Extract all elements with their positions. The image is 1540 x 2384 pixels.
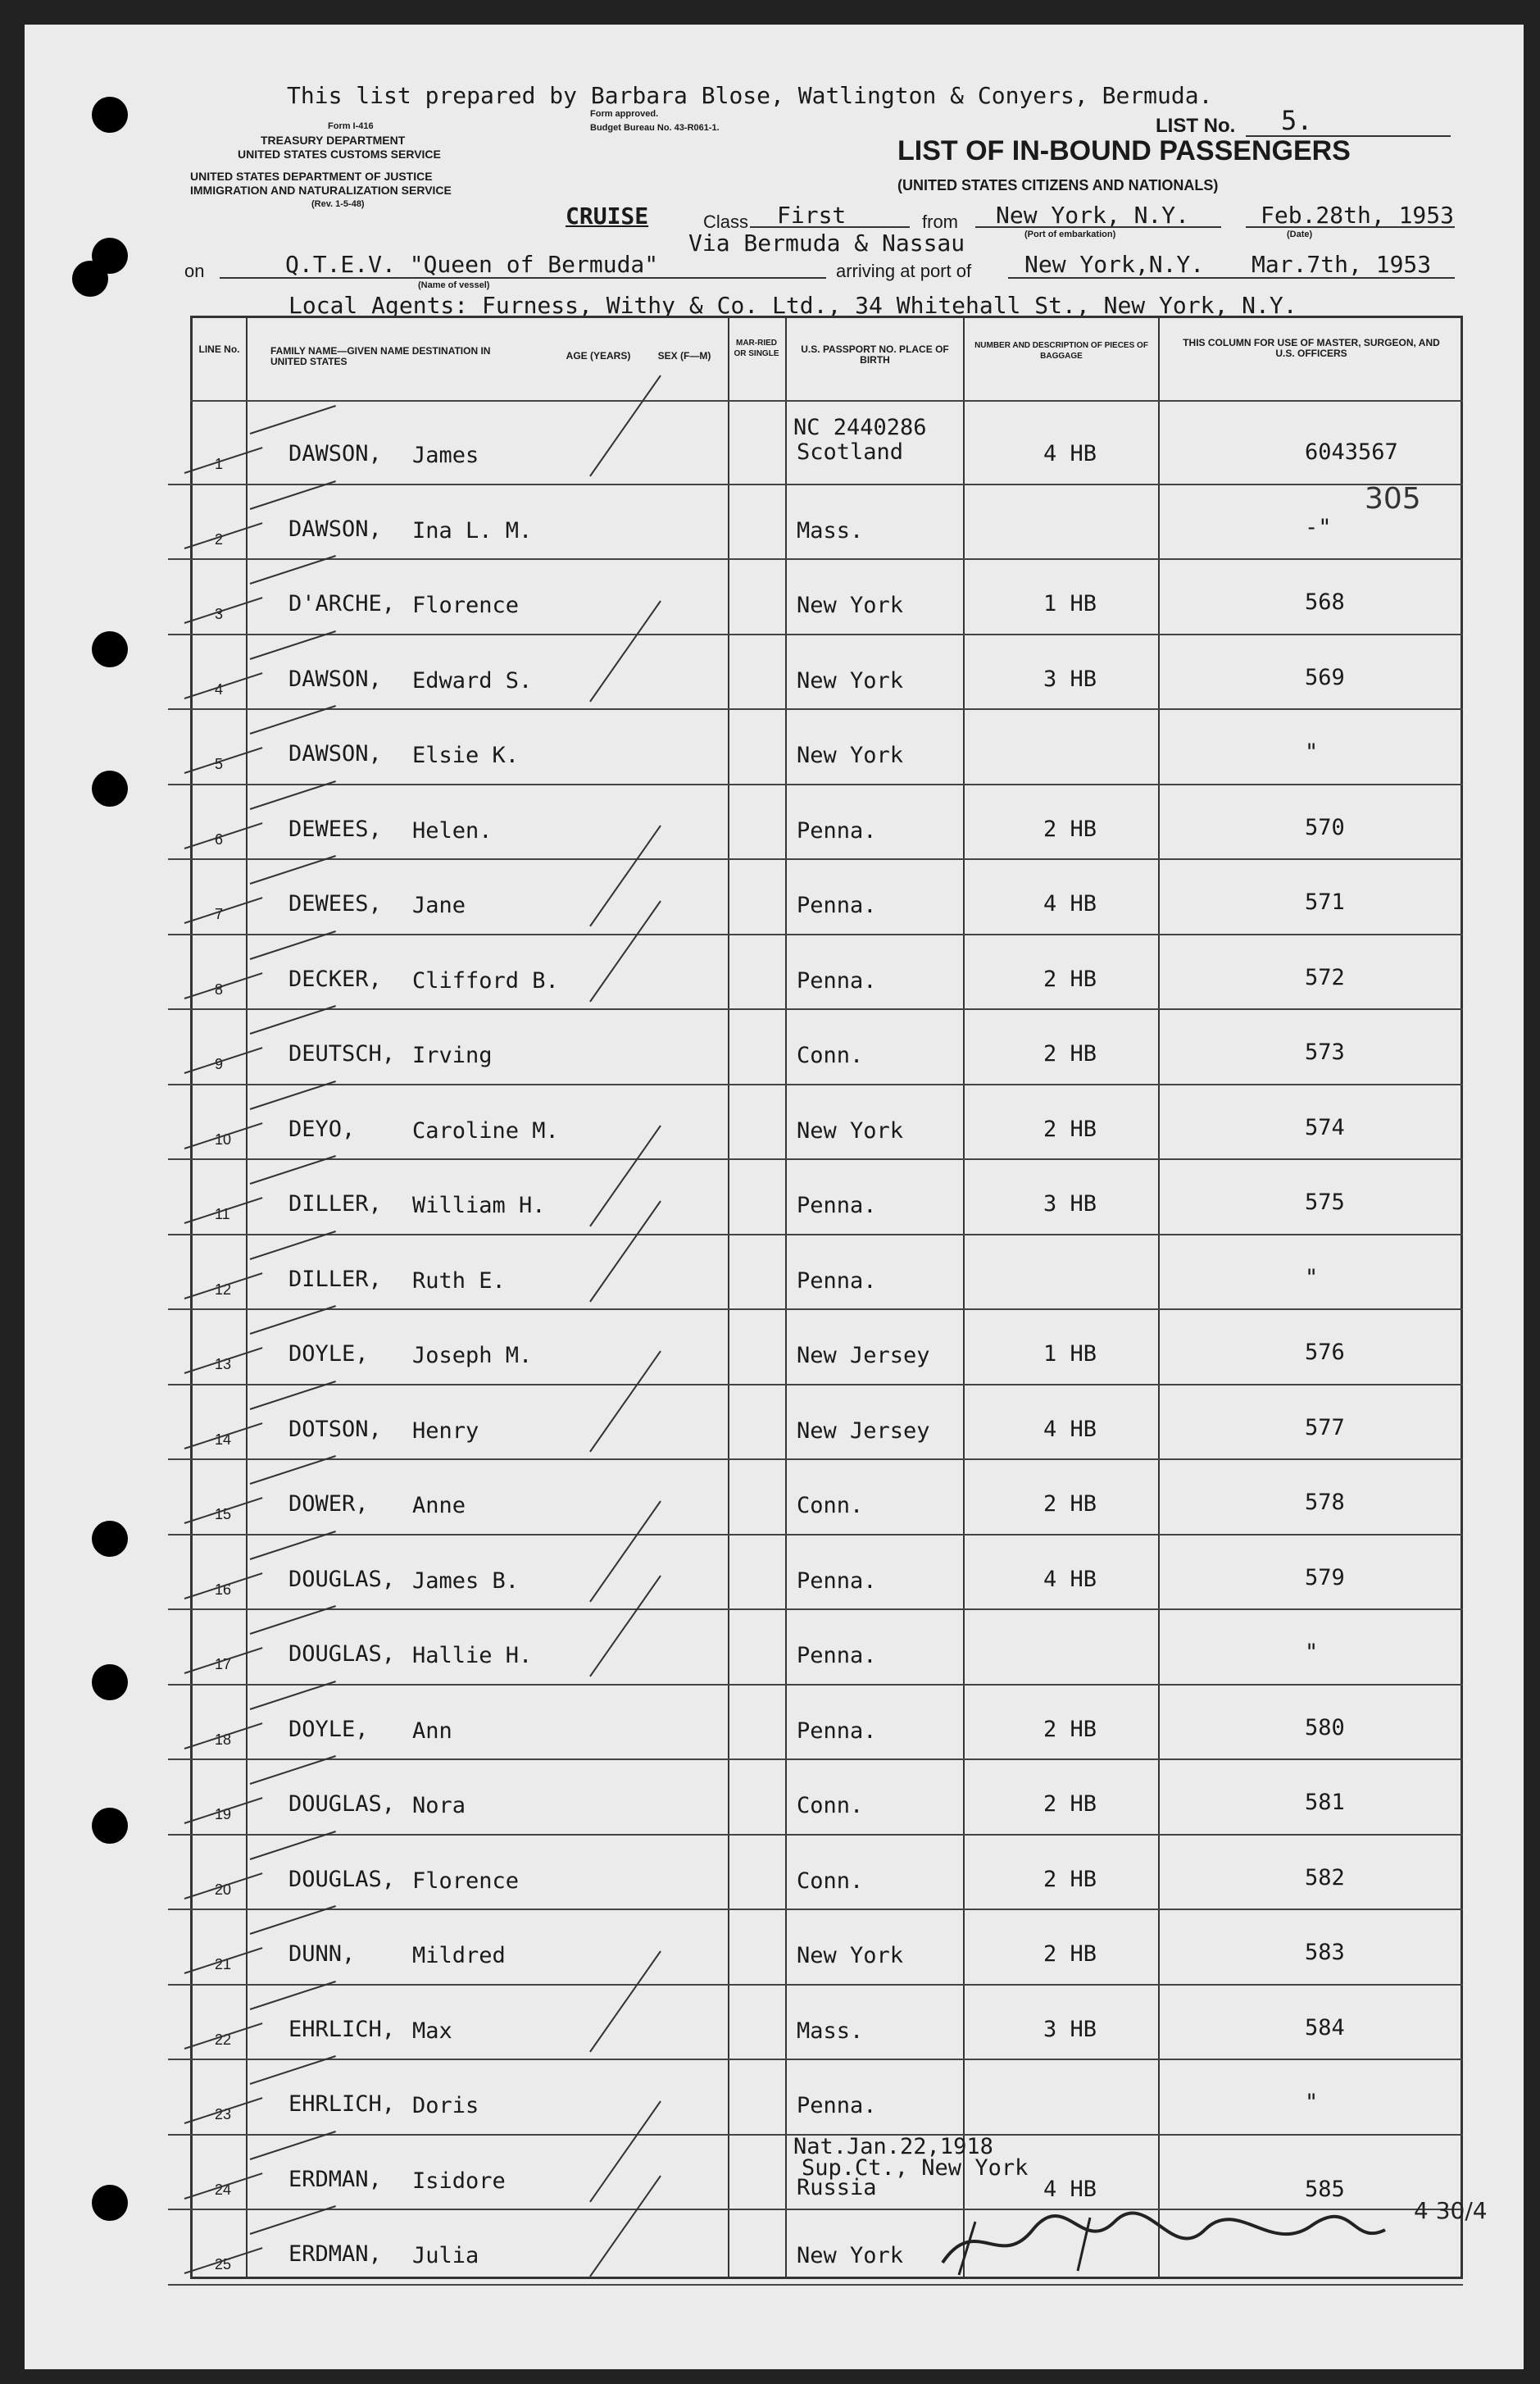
form-approved: Form approved.	[590, 109, 659, 119]
punch-hole	[92, 97, 128, 133]
baggage-count: 2 HB	[1043, 1716, 1097, 1742]
date-note: (Date)	[1287, 230, 1313, 239]
col-baggage: NUMBER AND DESCRIPTION OF PIECES OF BAGGAGE	[974, 341, 1148, 361]
place-of-birth: New York	[797, 1117, 904, 1144]
passenger-surname: DEWEES,	[288, 816, 382, 842]
class-value: First	[777, 202, 847, 229]
line-number: 15	[215, 1506, 232, 1522]
check-mark	[250, 930, 336, 960]
table-row	[0, 1534, 1540, 1609]
officer-number: "	[1305, 739, 1319, 765]
passenger-surname: DAWSON,	[288, 741, 382, 767]
line-number: 16	[215, 1581, 232, 1598]
place-of-birth: Conn.	[797, 1493, 864, 1518]
place-of-birth: Mass.	[797, 2018, 864, 2044]
check-mark	[184, 972, 263, 999]
officer-number: 576	[1305, 1340, 1345, 1365]
row-divider	[168, 2284, 1463, 2286]
officer-number: 579	[1305, 1564, 1345, 1590]
passenger-given-name: Max	[412, 2018, 452, 2044]
check-mark	[184, 522, 263, 549]
place-of-birth: Penna.	[797, 2093, 877, 2118]
place-of-birth: New York	[797, 2243, 904, 2268]
officer-number: 575	[1305, 1190, 1345, 1215]
revision-note: (Rev. 1-5-48)	[311, 199, 365, 209]
place-of-birth: Mass.	[797, 517, 864, 544]
header-divider	[190, 400, 1463, 402]
table-row	[0, 634, 1540, 709]
col-sex: SEX (F—M)	[657, 350, 711, 362]
officer-signature	[926, 2197, 1401, 2279]
dept-treasury: TREASURY DEPARTMENT	[261, 134, 406, 147]
officer-number: "	[1305, 1640, 1319, 1665]
check-mark	[250, 1981, 336, 2010]
officer-number: 574	[1305, 1114, 1345, 1140]
place-of-birth: New Jersey	[797, 1343, 930, 1368]
naturalization-court: Sup.Ct., New York	[802, 2154, 1029, 2181]
passenger-given-name: Caroline M.	[412, 1117, 559, 1144]
table-row	[0, 1608, 1540, 1684]
table-row	[0, 2059, 1540, 2134]
line-number: 2	[215, 530, 224, 548]
officer-number: 568	[1305, 589, 1345, 615]
passenger-given-name: Irving	[412, 1043, 493, 1068]
officer-number: 572	[1305, 964, 1345, 990]
passenger-given-name: Doris	[412, 2093, 479, 2118]
check-mark	[184, 447, 263, 474]
handwritten-305: 305	[1365, 482, 1421, 516]
table-row	[0, 1834, 1540, 1909]
check-mark	[184, 747, 263, 774]
check-mark	[250, 1905, 336, 1935]
dept-immigration: IMMIGRATION AND NATURALIZATION SERVICE	[190, 184, 452, 197]
baggage-count: 2 HB	[1043, 1041, 1097, 1067]
line-number: 3	[215, 606, 224, 622]
line-number: 1	[215, 456, 224, 472]
budget-bureau: Budget Bureau No. 43-R061-1.	[590, 123, 720, 133]
passenger-given-name: James B.	[412, 1567, 520, 1594]
check-mark	[184, 822, 263, 849]
vessel-note: (Name of vessel)	[418, 280, 490, 290]
line-number: 23	[215, 2106, 232, 2122]
passenger-surname: DOWER,	[288, 1491, 369, 1517]
check-mark	[250, 1155, 336, 1185]
officer-number: 581	[1305, 1790, 1345, 1815]
place-of-birth: Scotland	[797, 439, 904, 465]
passenger-surname: DUNN,	[288, 1941, 356, 1967]
table-row	[0, 1984, 1540, 2059]
passenger-given-name: Florence	[412, 1868, 520, 1894]
place-of-birth: New York	[797, 743, 904, 768]
cruise-label: CRUISE	[566, 202, 649, 230]
passenger-given-name: Edward S.	[412, 667, 533, 694]
check-mark	[250, 2131, 336, 2160]
check-mark	[250, 405, 336, 434]
col-officer: THIS COLUMN FOR USE OF MASTER, SURGEON, AND U.S. OFFICERS	[1183, 337, 1440, 359]
col-married: MAR-RIED OR SINGLE	[734, 339, 779, 358]
col-age: AGE (YEARS)	[566, 350, 631, 362]
baggage-count: 4 HB	[1043, 891, 1097, 917]
place-of-birth: Penna.	[797, 967, 877, 994]
check-mark	[250, 1305, 336, 1335]
table-row	[0, 1909, 1540, 1984]
baggage-count: 1 HB	[1043, 1341, 1097, 1367]
baggage-count: 3 HB	[1043, 1191, 1097, 1217]
check-mark	[250, 1455, 336, 1485]
line-number: 17	[215, 1656, 232, 1672]
place-of-birth: New York	[797, 1943, 904, 1968]
passenger-surname: DAWSON,	[288, 516, 382, 542]
line-number: 20	[215, 1881, 232, 1898]
table-row	[0, 484, 1540, 559]
check-mark	[250, 630, 336, 660]
passenger-given-name: Joseph M.	[412, 1343, 533, 1368]
passenger-surname: DOUGLAS,	[288, 1791, 396, 1817]
line-number: 18	[215, 1731, 232, 1748]
passenger-given-name: William H.	[412, 1193, 546, 1218]
passenger-given-name: Jane	[412, 893, 466, 918]
line-number: 21	[215, 1956, 232, 1972]
via-route: Via Bermuda & Nassau	[688, 230, 965, 257]
table-row	[0, 1008, 1540, 1084]
place-of-birth: Penna.	[797, 1643, 877, 1668]
passenger-surname: DOUGLAS,	[288, 1566, 396, 1592]
from-label: from	[922, 212, 958, 232]
officer-number: 582	[1305, 1864, 1345, 1890]
prepared-by-note: This list prepared by Barbara Blose, Watlington & Conyers, Bermuda.	[287, 82, 1213, 109]
passport-number: NC 2440286	[793, 415, 927, 440]
officer-number: 571	[1305, 889, 1345, 915]
passenger-given-name: Nora	[412, 1793, 466, 1818]
passenger-given-name: Ruth E.	[412, 1267, 506, 1294]
table-row	[0, 1684, 1540, 1759]
officer-number: 577	[1305, 1414, 1345, 1440]
passenger-surname: DOTSON,	[288, 1416, 382, 1442]
passenger-surname: D'ARCHE,	[288, 591, 396, 616]
officer-number: -"	[1305, 514, 1332, 540]
baggage-count: 3 HB	[1043, 2016, 1097, 2042]
place-of-birth: Conn.	[797, 1868, 864, 1894]
officer-number: 573	[1305, 1040, 1345, 1065]
list-number: 5.	[1281, 105, 1313, 136]
place-of-birth: Penna.	[797, 817, 877, 844]
passenger-surname: DECKER,	[288, 966, 382, 992]
check-mark	[184, 672, 263, 699]
col-passport: U.S. PASSPORT NO. PLACE OF BIRTH	[801, 343, 949, 366]
baggage-count: 4 HB	[1043, 441, 1097, 466]
on-label: on	[184, 261, 205, 281]
dept-customs: UNITED STATES CUSTOMS SERVICE	[238, 148, 441, 161]
arrival-port: New York,N.Y.	[1024, 251, 1205, 278]
officer-number: "	[1305, 1264, 1319, 1290]
baggage-count: 2 HB	[1043, 1791, 1097, 1817]
officer-number: 570	[1305, 814, 1345, 840]
place-of-birth: Conn.	[797, 1793, 864, 1818]
passenger-given-name: Ann	[412, 1717, 452, 1744]
line-number: 25	[215, 2256, 232, 2273]
check-mark	[250, 1081, 336, 1110]
table-row	[0, 1384, 1540, 1459]
port-note: (Port of embarkation)	[1024, 230, 1116, 239]
passenger-surname: DEWEES,	[288, 891, 382, 917]
table-row	[0, 1458, 1540, 1534]
passenger-given-name: Henry	[412, 1417, 479, 1444]
passenger-surname: EHRLICH,	[288, 2091, 396, 2117]
line-number: 13	[215, 1356, 232, 1372]
place-of-birth: New York	[797, 593, 904, 618]
line-number: 8	[215, 980, 224, 998]
passenger-surname: DOUGLAS,	[288, 1641, 396, 1667]
passenger-surname: DILLER,	[288, 1191, 382, 1217]
line-number: 10	[215, 1131, 232, 1148]
line-number: 19	[215, 1806, 232, 1822]
vessel-underline	[220, 277, 826, 279]
passenger-given-name: Isidore	[412, 2168, 506, 2194]
class-underline	[750, 226, 910, 228]
passenger-given-name: Clifford B.	[412, 967, 559, 994]
table-row	[0, 1084, 1540, 1159]
line-number: 5	[215, 756, 224, 772]
check-mark	[184, 897, 263, 924]
table-row	[0, 858, 1540, 934]
officer-number: 585	[1305, 2176, 1345, 2202]
form-title: LIST OF IN-BOUND PASSENGERS	[897, 135, 1351, 166]
col-name: FAMILY NAME—GIVEN NAME DESTINATION IN UNITED STATES	[270, 345, 491, 367]
embarkation-date: Feb.28th, 1953	[1261, 202, 1455, 229]
arrival-date: Mar.7th, 1953	[1252, 251, 1432, 278]
passenger-surname: DAWSON,	[288, 441, 382, 466]
baggage-count: 4 HB	[1043, 1566, 1097, 1592]
baggage-count: 4 HB	[1043, 1416, 1097, 1442]
line-number: 7	[215, 906, 224, 922]
line-number: 4	[215, 680, 224, 698]
passenger-given-name: Helen.	[412, 817, 493, 844]
check-mark	[250, 1005, 336, 1035]
line-number: 6	[215, 830, 224, 848]
passenger-surname: DILLER,	[288, 1266, 382, 1292]
dept-justice: UNITED STATES DEPARTMENT OF JUSTICE	[190, 170, 433, 183]
place-of-birth: Penna.	[797, 893, 877, 918]
baggage-count: 3 HB	[1043, 666, 1097, 692]
check-mark	[250, 780, 336, 810]
baggage-count: 4 HB	[1043, 2176, 1097, 2202]
line-number: 11	[215, 1206, 230, 1222]
punch-hole	[72, 261, 108, 297]
line-number: 22	[215, 2031, 232, 2048]
check-mark	[250, 1831, 336, 1860]
passenger-surname: ERDMAN,	[288, 2166, 382, 2192]
place-of-birth: Conn.	[797, 1043, 864, 1068]
col-line-no: LINE No.	[198, 343, 240, 355]
check-mark	[184, 597, 263, 624]
baggage-count: 2 HB	[1043, 816, 1097, 842]
passenger-given-name: Anne	[412, 1493, 466, 1518]
check-mark	[250, 705, 336, 735]
table-row	[0, 1158, 1540, 1234]
check-mark	[250, 855, 336, 885]
passenger-given-name: Mildred	[412, 1943, 506, 1968]
line-number: 14	[215, 1431, 232, 1448]
baggage-count: 2 HB	[1043, 1866, 1097, 1892]
baggage-count: 2 HB	[1043, 1941, 1097, 1967]
table-row	[0, 408, 1540, 484]
local-agents: Local Agents: Furness, Withy & Co. Ltd., 34 Whitehall St., New York, N.Y.	[288, 292, 1297, 319]
officer-number: 583	[1305, 1940, 1345, 1965]
table-row	[0, 558, 1540, 634]
vessel-name: Q.T.E.V. "Queen of Bermuda"	[285, 251, 659, 278]
passenger-surname: DOYLE,	[288, 1716, 369, 1742]
passenger-surname: ERDMAN,	[288, 2241, 382, 2267]
place-of-birth: Penna.	[797, 1567, 877, 1594]
passenger-surname: DEYO,	[288, 1116, 356, 1142]
check-mark	[250, 2205, 336, 2235]
check-mark	[250, 2055, 336, 2085]
check-mark	[250, 1681, 336, 1710]
check-mark	[250, 555, 336, 585]
form-number: Form I-416	[328, 121, 374, 131]
table-row	[0, 1758, 1540, 1834]
place-of-birth: Penna.	[797, 1193, 877, 1218]
arriving-label: arriving at port of	[836, 261, 972, 281]
officer-number: 6043567	[1305, 439, 1398, 465]
passenger-given-name: Julia	[412, 2243, 479, 2268]
class-label: Class	[703, 212, 749, 232]
passenger-surname: DOUGLAS,	[288, 1866, 396, 1892]
passenger-given-name: Hallie H.	[412, 1643, 533, 1668]
footer-annotation: 4 30/4	[1414, 2197, 1488, 2224]
check-mark	[184, 1047, 263, 1074]
check-mark	[250, 480, 336, 510]
place-of-birth: Penna.	[797, 1267, 877, 1294]
table-row	[0, 1234, 1540, 1309]
passenger-surname: DAWSON,	[288, 666, 382, 692]
baggage-count: 2 HB	[1043, 1116, 1097, 1142]
check-mark	[250, 1231, 336, 1260]
baggage-count: 2 HB	[1043, 966, 1097, 992]
officer-number: 569	[1305, 664, 1345, 690]
officer-number: "	[1305, 2090, 1319, 2115]
passenger-surname: DEUTSCH,	[288, 1041, 396, 1067]
check-mark	[250, 1531, 336, 1560]
line-number: 24	[215, 2181, 232, 2198]
check-mark	[250, 1605, 336, 1635]
passenger-given-name: Ina L. M.	[412, 517, 533, 544]
officer-number: 578	[1305, 1490, 1345, 1515]
check-mark	[250, 1381, 336, 1410]
embarkation-port: New York, N.Y.	[996, 202, 1190, 229]
table-row	[0, 708, 1540, 784]
table-row	[0, 934, 1540, 1009]
place-of-birth: Russia	[797, 2174, 877, 2200]
passenger-given-name: James	[412, 443, 479, 468]
passport-number: Nat.Jan.22,1918	[793, 2133, 993, 2159]
line-number: 12	[215, 1281, 232, 1298]
place-of-birth: New York	[797, 667, 904, 694]
check-mark	[250, 1755, 336, 1785]
table-row	[0, 1308, 1540, 1384]
baggage-count: 1 HB	[1043, 591, 1097, 616]
baggage-count: 2 HB	[1043, 1491, 1097, 1517]
officer-number: 584	[1305, 2014, 1345, 2041]
line-number: 9	[215, 1056, 224, 1072]
arrival-underline	[1008, 277, 1455, 279]
place-of-birth: Penna.	[797, 1717, 877, 1744]
passenger-surname: EHRLICH,	[288, 2016, 396, 2042]
embarkation-underline	[975, 226, 1221, 228]
list-number-label: LIST No.	[1156, 115, 1236, 137]
embarkation-date-underline	[1246, 226, 1455, 228]
passenger-given-name: Elsie K.	[412, 743, 520, 768]
form-subtitle: (UNITED STATES CITIZENS AND NATIONALS)	[897, 177, 1219, 193]
passenger-given-name: Florence	[412, 593, 520, 618]
table-row	[0, 784, 1540, 859]
place-of-birth: New Jersey	[797, 1417, 930, 1444]
passenger-surname: DOYLE,	[288, 1341, 369, 1367]
officer-number: 580	[1305, 1714, 1345, 1740]
